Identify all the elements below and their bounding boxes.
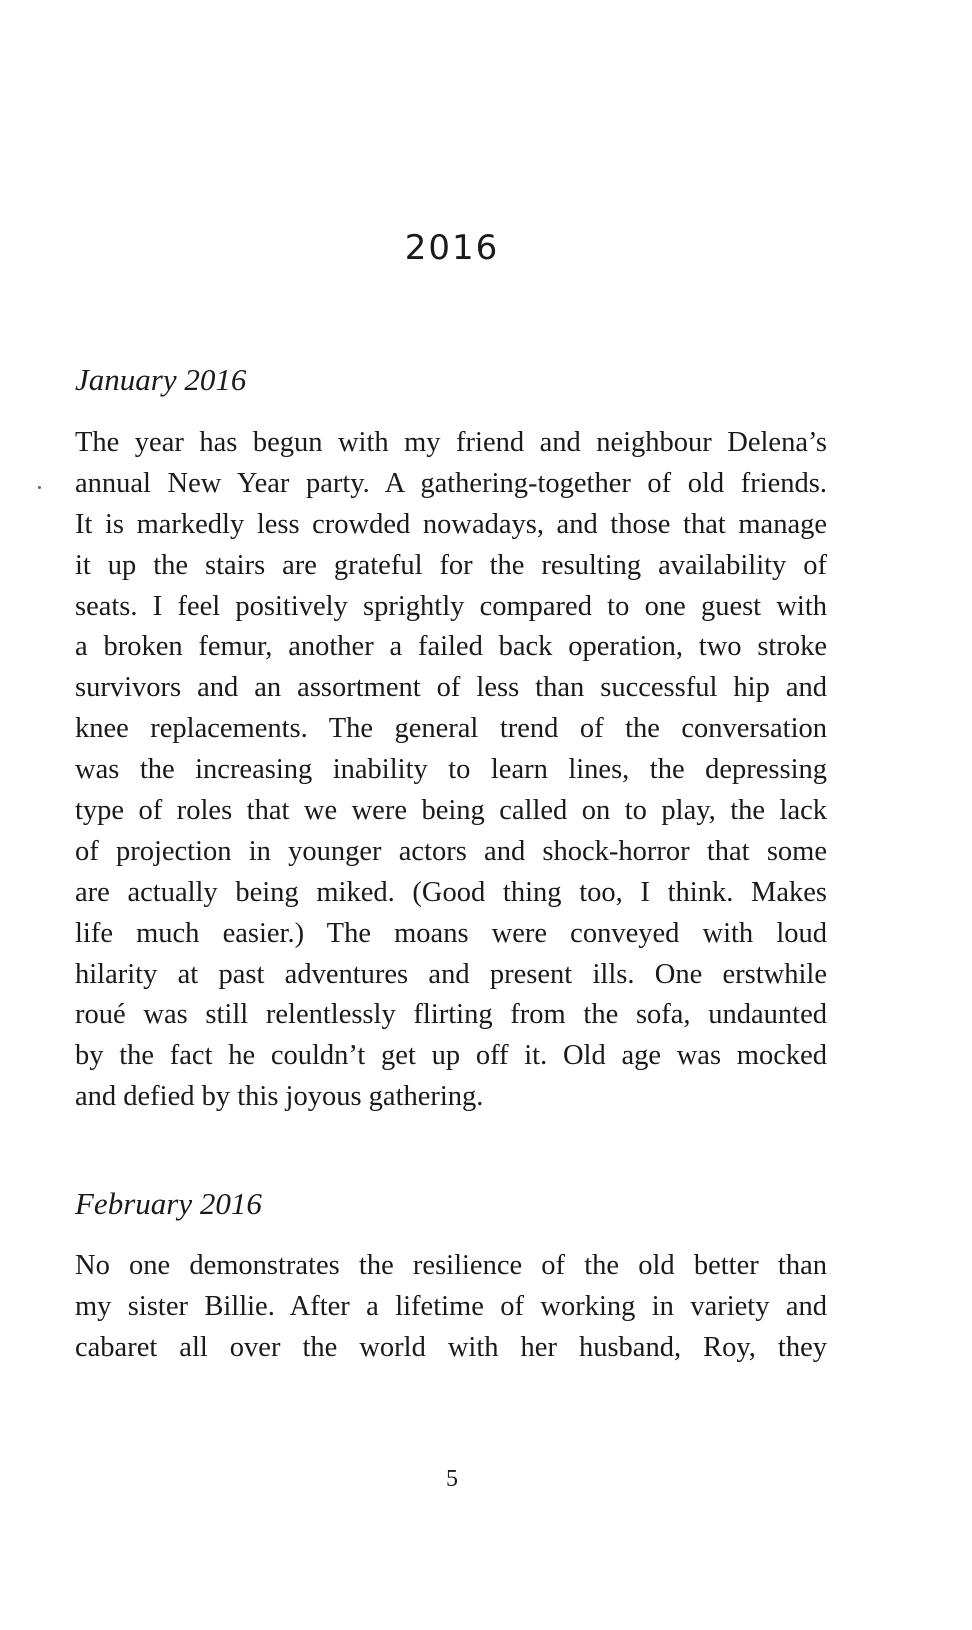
text-line: life much easier.) The moans were conveyed with loud bbox=[75, 917, 827, 949]
text-line: annual New Year party. A gathering-together of old friends. bbox=[75, 467, 827, 499]
text-line: It is markedly less crowded nowadays, and those that manage bbox=[75, 508, 827, 540]
text-line: of projection in younger actors and shock-horror that some bbox=[75, 835, 827, 867]
text-line: survivors and an assortment of less than successful hip and bbox=[75, 672, 827, 704]
text-line: a broken femur, another a failed back operation, two stroke bbox=[75, 631, 827, 663]
text-line: hilarity at past adventures and present ills. One erstwhile bbox=[75, 958, 827, 990]
text-line: it up the stairs are grateful for the resulting availability of bbox=[75, 549, 827, 581]
paragraph-january bbox=[75, 423, 827, 1118]
scan-speck bbox=[38, 486, 41, 489]
text-line: are actually being miked. (Good thing too, I think. Makes bbox=[75, 876, 827, 908]
text-line: No one demonstrates the resilience of the old better than bbox=[75, 1250, 827, 1281]
text-line: my sister Billie. After a lifetime of working in variety and bbox=[75, 1290, 827, 1322]
section-heading-january: January 2016 bbox=[75, 362, 247, 397]
page-number: 5 bbox=[446, 1466, 458, 1492]
text-line: roué was still relentlessly flirting from the sofa, undaunted bbox=[75, 999, 827, 1031]
paragraph-february bbox=[75, 1246, 827, 1369]
text-line: seats. I feel positively sprightly compared to one guest with bbox=[75, 590, 827, 622]
text-line: type of roles that we were being called on to play, the lack bbox=[75, 795, 827, 827]
text-line: cabaret all over the world with her husband, Roy, they bbox=[75, 1331, 827, 1363]
text-line: was the increasing inability to learn lines, the depressing bbox=[75, 754, 827, 786]
text-line: and defied by this joyous gathering. bbox=[75, 1081, 484, 1113]
text-line: by the fact he couldn’t get up off it. Old age was mocked bbox=[75, 1040, 827, 1072]
text-line: The year has begun with my friend and neighbour Delena’s bbox=[75, 427, 827, 458]
section-heading-february: February 2016 bbox=[75, 1186, 262, 1221]
chapter-title: 2016 bbox=[404, 228, 500, 268]
text-line: knee replacements. The general trend of the conversation bbox=[75, 713, 827, 745]
